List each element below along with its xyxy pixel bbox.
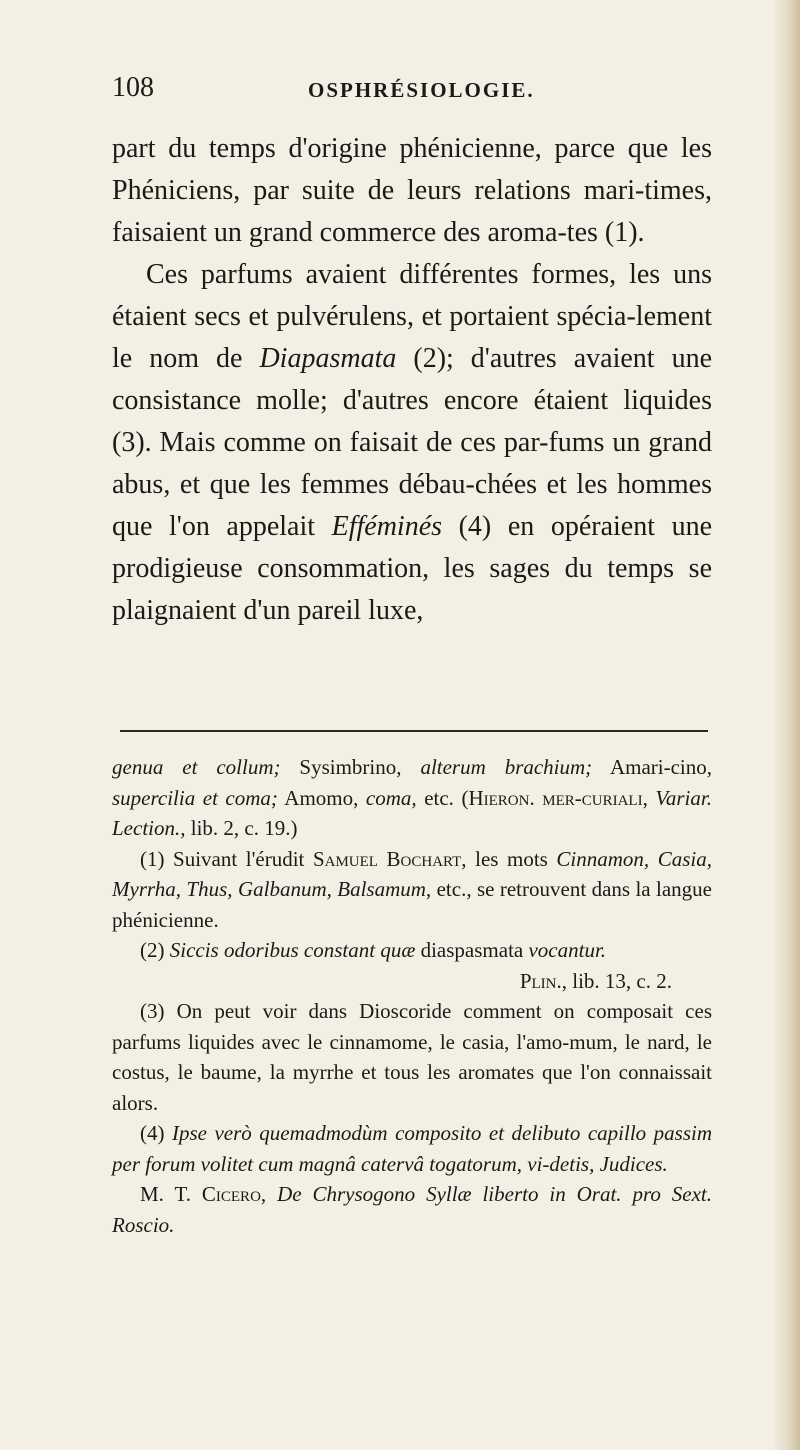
text-run: (2) bbox=[140, 938, 170, 962]
footnote-4 bbox=[112, 1118, 712, 1179]
text-run: Sysimbrino, bbox=[280, 755, 421, 779]
main-text bbox=[112, 128, 712, 632]
text-run: Variar. Lection. bbox=[112, 785, 712, 840]
text-run: coma, bbox=[365, 785, 417, 810]
footnotes bbox=[112, 752, 712, 1240]
text-run: De Chrysogono Syllæ liberto in Orat. pro Sext. Roscio. bbox=[112, 1182, 713, 1237]
text-run: Cinnamon, Casia, Myrrha, Thus, Galbanum, Balsamum, bbox=[112, 846, 712, 901]
text-run: Ipse verò quemadmodùm composito et delibuto capillo passim per forum volitet cum magnâ catervâ togatorum, vi-detis, Judices. bbox=[112, 1121, 712, 1176]
text-run: Siccis odoribus constant quæ bbox=[169, 938, 416, 962]
text-run: Cicero bbox=[201, 1182, 261, 1206]
page-number: 108 bbox=[112, 72, 154, 103]
footnote-2 bbox=[112, 935, 712, 966]
text-run: , lib. 13, c. 2. bbox=[561, 968, 672, 993]
paragraph-2 bbox=[112, 254, 712, 632]
text-run: , bbox=[260, 1182, 278, 1206]
text-run: (2); d'autres avaient une consistance molle; d'autres encore étaient liquides (3). Mais comme on faisait de ces par-fums un grand abus, et que les femmes débau-chées et les hommes que l'on appelait bbox=[112, 343, 712, 542]
text-run: diaspasmata bbox=[415, 938, 529, 962]
text-run: Amomo, bbox=[277, 785, 366, 810]
text-run: genua et collum; bbox=[112, 755, 281, 779]
page-header bbox=[112, 72, 712, 112]
text-run: alterum brachium; bbox=[420, 755, 593, 779]
text-run: les mots bbox=[466, 846, 557, 871]
footnote-3: (3) On peut voir dans Dioscoride comment on composait ces parfums liquides avec le cinnamome, le casia, l'amo-mum, le nard, le costus, le baume, la myrrhe et tous les aromates que l'on connaissait alors. bbox=[112, 999, 712, 1115]
footnote-continuation bbox=[112, 752, 712, 844]
footnote-divider bbox=[120, 730, 708, 732]
page-edge-shadow bbox=[772, 0, 800, 1450]
term-effemines: Efféminés bbox=[331, 511, 443, 542]
text-run: Plin. bbox=[519, 968, 562, 993]
text-run: supercilia et coma; bbox=[112, 785, 278, 810]
text-run: (1) Suivant l'érudit bbox=[140, 846, 313, 871]
footnote-2-reference bbox=[112, 966, 712, 997]
text-run: Ces parfums avaient différentes formes, les uns étaient secs et pulvérulens, et portaient spécia-lement le nom de bbox=[112, 259, 712, 374]
running-head: OSPHRÉSIOLOGIE. bbox=[308, 78, 535, 102]
text-run: M. T. bbox=[140, 1182, 202, 1206]
paragraph-1: part du temps d'origine phénicienne, parce que les Phéniciens, par suite de leurs relations mari-times, faisaient un grand commerce des aroma-tes (1). bbox=[112, 133, 712, 248]
text-run: (4) bbox=[140, 1121, 172, 1145]
text-run: , lib. 2, c. 19.) bbox=[180, 816, 298, 840]
text-run: etc. ( bbox=[416, 785, 469, 810]
text-run: vocantur. bbox=[528, 938, 607, 962]
footnote-4-reference bbox=[112, 1179, 712, 1240]
term-diapasmata: Diapasmata bbox=[259, 343, 397, 374]
text-run: etc., se retrouvent dans la langue phénicienne. bbox=[112, 877, 713, 932]
text-run: Hieron. mer-curiali, bbox=[468, 785, 648, 810]
text-run: Samuel Bochart, bbox=[312, 846, 467, 871]
footnote-1 bbox=[112, 844, 712, 936]
text-run: (4) en opéraient une prodigieuse consommation, les sages du temps se plaignaient d'un pareil luxe, bbox=[112, 511, 713, 626]
text-run: Amari-cino, bbox=[592, 755, 713, 779]
